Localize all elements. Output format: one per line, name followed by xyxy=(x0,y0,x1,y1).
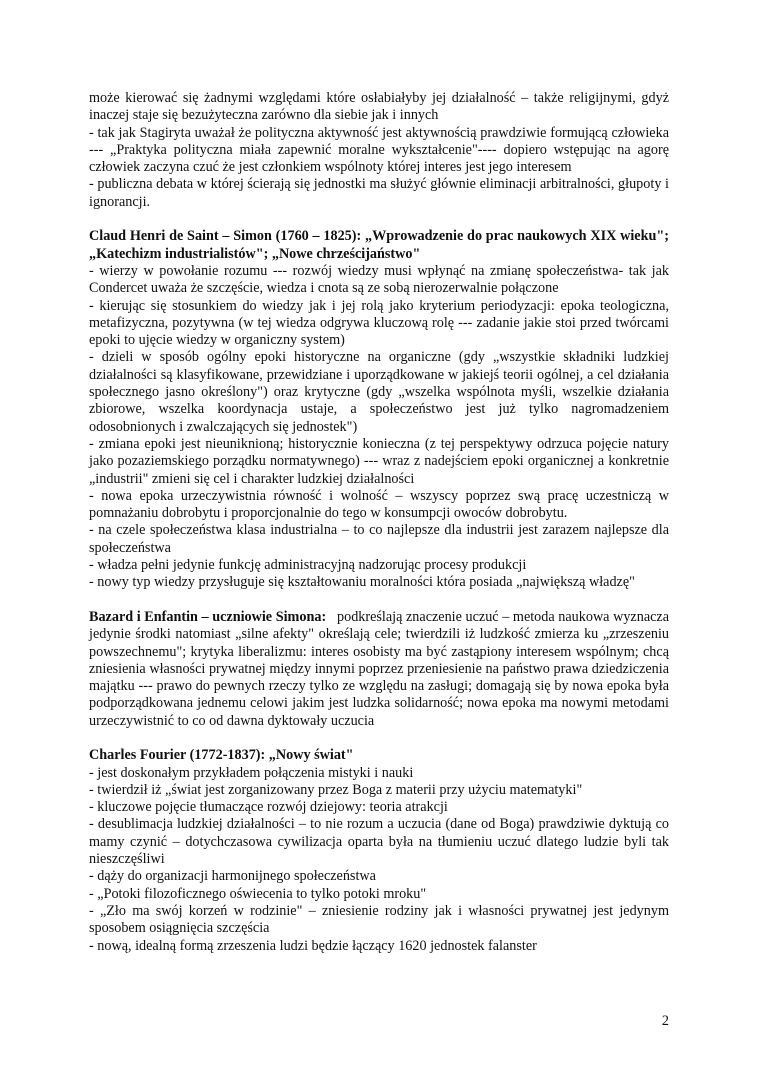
spacer xyxy=(89,730,669,747)
list-item: - zmiana epoki jest nieuniknioną; historycznie konieczna (z tej perspektywy odrzuca pojęcie natury jako pozaziemskiego porządku normatywnego) --- wraz z nadejściem epoki organicznej a konkretnie „industrii" zmieni się cel i charakter ludzkiej działalności xyxy=(89,435,669,487)
bazard-paragraph xyxy=(89,609,669,730)
list-item: - „Zło ma swój korzeń w rodzinie" – zniesienie rodziny jak i własności prywatnej jest jedynym sposobem osiągnięcia szczęścia xyxy=(89,902,669,937)
list-item: - kierując się stosunkiem do wiedzy jak i jej rolą jako kryterium periodyzacji: epoka teologiczna, metafizyczna, pozytywna (w tej wiedza odgrywa kluczową rolę --- zadanie jakie stoi przed twórcami epoki to ujęcie wiedzy w organiczny system) xyxy=(89,297,669,349)
section-heading-fourier: Charles Fourier (1772-1837): „Nowy świat" xyxy=(89,747,354,764)
page-number: 2 xyxy=(661,1013,669,1029)
list-item: - kluczowe pojęcie tłumaczące rozwój dziejowy: teoria atrakcji xyxy=(89,799,448,816)
spacer xyxy=(89,211,669,228)
list-item: - desublimacja ludzkiej działalności – to nie rozum a uczucia (dane od Boga) prawdziwie dyktują co mamy czynić – dotychczasowa cywilizacja oparta była na tłumieniu uczuć dlatego ludzie byli tak nieszczęśliwi xyxy=(89,816,669,868)
list-item: - wierzy w powołanie rozumu --- rozwój wiedzy musi wpłynąć na zmianę społeczeństwa- tak jak Condercet uważa że szczęście, wiedza i cnota są ze sobą nierozerwalnie połączone xyxy=(89,262,669,297)
list-item: - „Potoki filozoficznego oświecenia to tylko potoki mroku" xyxy=(89,885,427,902)
spacer xyxy=(89,592,669,609)
list-item: - dąży do organizacji harmonijnego społeczeństwa xyxy=(89,868,376,885)
bazard-text: podkreślają znaczenie uczuć – metoda naukowa wyznacza jedynie środki natomiast „silne afekty" określają cele; twierdzili iż ludzkość zmierza ku „zrzeszeniu powszechnemu"; krytyka liberalizmu: interes osobisty ma być zastąpiony interesem wspólnym; chcą zniesienia własności prywatnej między innymi poprzez przeniesienie na państwo prawa dziedziczenia majątku --- prawo do pewnych rzeczy tylko ze względu na zasługi; domagają się by nowa epoka była podporządkowana jednemu celowi jakim jest ludzka solidarność; nowa epoka ma nowymi metodami urzeczywistnić to co od dawna dyktowały uczucia xyxy=(89,608,670,729)
list-item: - nowa epoka urzeczywistnia równość i wolność – wszyscy poprzez swą pracę uczestniczą w pomnażaniu dobrobytu i proporcjonalnie do tego w konsumpcji owoców dobrobytu. xyxy=(89,487,669,522)
paragraph: - tak jak Stagiryta uważał że polityczna aktywność jest aktywnością prawdziwie formującą człowieka --- „Praktyka polityczna miała zapewnić moralne wykształcenie"---- dopiero wstępując na agorę człowiek zaczyna czuć że jest członkiem wspólnoty której interes jest jego interesem xyxy=(89,124,669,176)
list-item: - jest doskonałym przykładem połączenia mistyki i nauki xyxy=(89,764,414,781)
list-item: - na czele społeczeństwa klasa industrialna – to co najlepsze dla industrii jest zarazem najlepsze dla społeczeństwa xyxy=(89,522,669,556)
paragraph: - publiczna debata w której ścierają się jednostki ma służyć głównie eliminacji arbitralności, głupoty i ignorancji. xyxy=(89,176,669,210)
list-item: - nowy typ wiedzy przysługuje się kształtowaniu moralności która posiada „największą władzę" xyxy=(89,574,635,591)
section-heading-bazard: Bazard i Enfantin – uczniowie Simona: xyxy=(89,608,327,625)
list-item: - władza pełni jedynie funkcję administracyjną nadzorując procesy produkcji xyxy=(89,557,527,574)
document-page xyxy=(89,90,669,955)
paragraph: może kierować się żadnymi względami które osłabiałyby jej działalność – także religijnymi, gdyż inaczej staje się bezużyteczna zarówno dla siebie jak i innych xyxy=(89,90,669,124)
section-heading-saint-simon: Claud Henri de Saint – Simon (1760 – 1825): „Wprowadzenie do prac naukowych XIX wieku"; „Katechizm industrialistów"; „Nowe chrześcijaństwo" xyxy=(89,228,669,262)
list-item: - nową, idealną formą zrzeszenia ludzi będzie łączący 1620 jednostek falanster xyxy=(89,937,537,954)
list-item: - twierdził iż „świat jest zorganizowany przez Boga z materii przy użyciu matematyki" xyxy=(89,781,583,798)
list-item: - dzieli w sposób ogólny epoki historyczne na organiczne (gdy „wszystkie składniki ludzkiej działalności są klasyfikowane, przewidziane i uporządkowane w jakiejś teorii ogólnej, a cel działania społecznego jasno określony") oraz krytyczne (gdy „wszelka wspólnota myśli, wszelkie działania zbiorowe, wszelka koordynacja ustaje, a społeczeństwo jest już tylko nagromadzeniem odosobnionych i zwalczających się jednostek") xyxy=(89,349,669,435)
